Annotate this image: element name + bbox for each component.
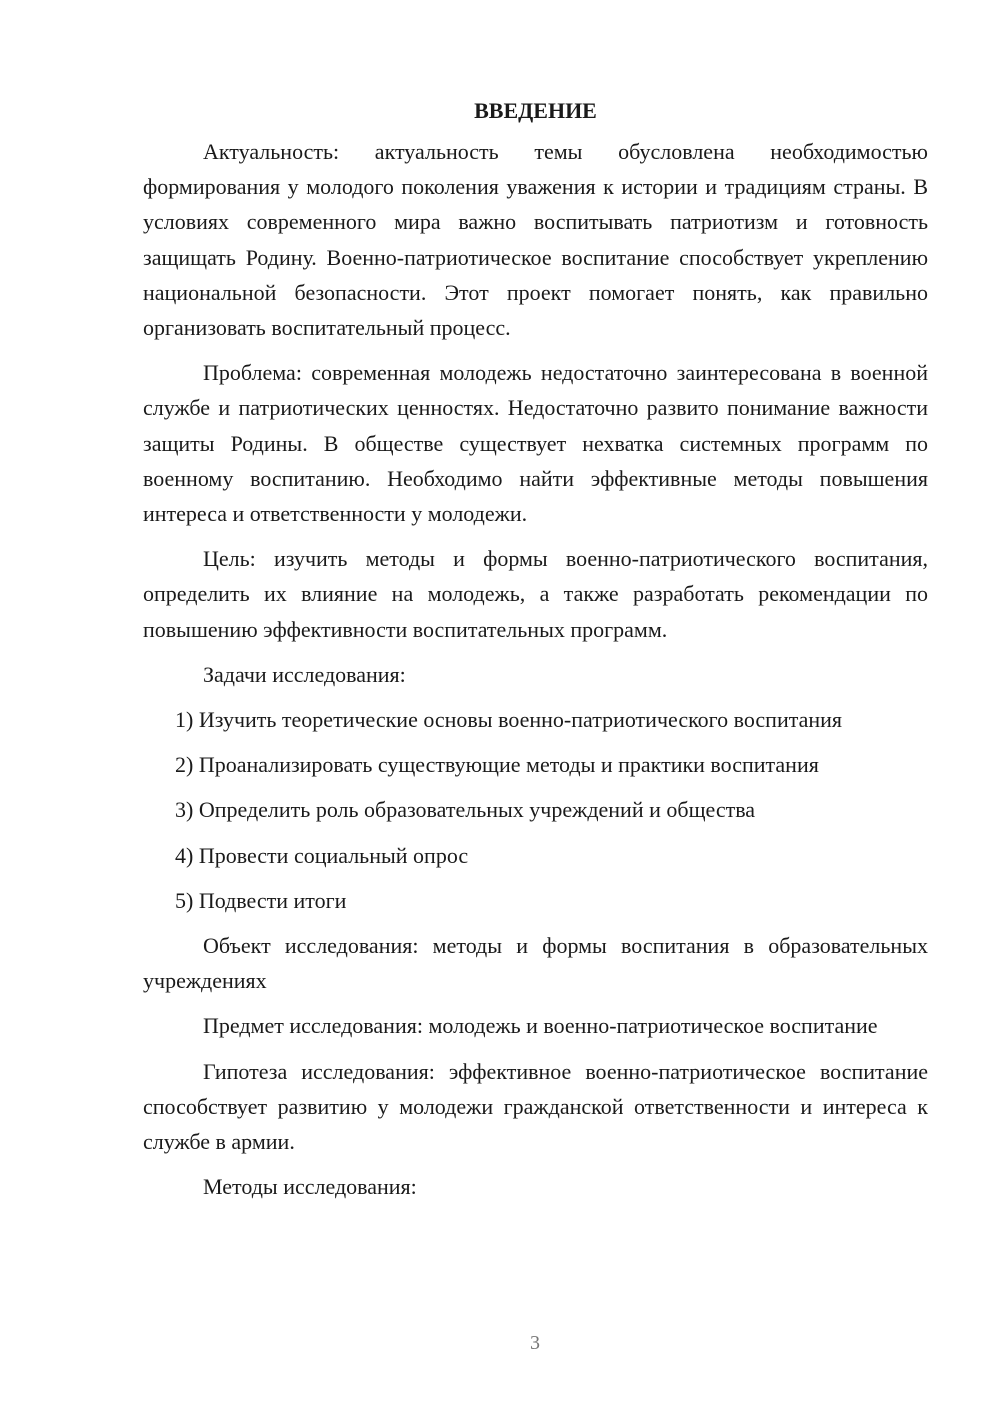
relevance-paragraph: Актуальность: актуальность темы обусловлена необходимостью формирования у молодого поколения уважения к истории и традициям страны. В условиях современного мира важно воспитывать патриотизм и готовность защищать Родину. Военно-патриотическое воспитание способствует укреплению национальной безопасности. Этот проект помогает понять, как правильно организовать воспитательный процесс.: [143, 139, 928, 341]
methods-heading: Методы исследования:: [203, 1174, 417, 1200]
task-item: 3) Определить роль образовательных учреждений и общества: [175, 797, 756, 823]
document-page: [143, 93, 928, 1214]
tasks-list: [143, 702, 928, 918]
problem-paragraph: Проблема: современная молодежь недостаточно заинтересована в военной службе и патриотических ценностях. Недостаточно развито понимание важности защиты Родины. В обществе существует нехватка системных программ по военному воспитанию. Необходимо найти эффективные методы повышения интереса и ответственности у молодежи.: [143, 360, 928, 527]
page-title: ВВЕДЕНИЕ: [474, 98, 597, 123]
page-number: 3: [530, 1332, 540, 1354]
hypothesis-paragraph: Гипотеза исследования: эффективное военно-патриотическое воспитание способствует развитию у молодежи гражданской ответственности и интереса к службе в армии.: [143, 1058, 928, 1155]
subject-paragraph: Предмет исследования: молодежь и военно-патриотическое воспитание: [203, 1013, 878, 1039]
tasks-heading: Задачи исследования:: [203, 661, 406, 687]
goal-paragraph: Цель: изучить методы и формы военно-патриотического воспитания, определить их влияние на молодежь, а также разработать рекомендации по повышению эффективности воспитательных программ.: [143, 546, 928, 642]
task-item: 5) Подвести итоги: [175, 887, 347, 913]
task-item: 2) Проанализировать существующие методы и практики воспитания: [175, 752, 819, 778]
task-item: 4) Провести социальный опрос: [175, 842, 469, 868]
object-paragraph: Объект исследования: методы и формы воспитания в образовательных учреждениях: [143, 933, 928, 994]
task-item: 1) Изучить теоретические основы военно-патриотического воспитания: [175, 707, 843, 733]
